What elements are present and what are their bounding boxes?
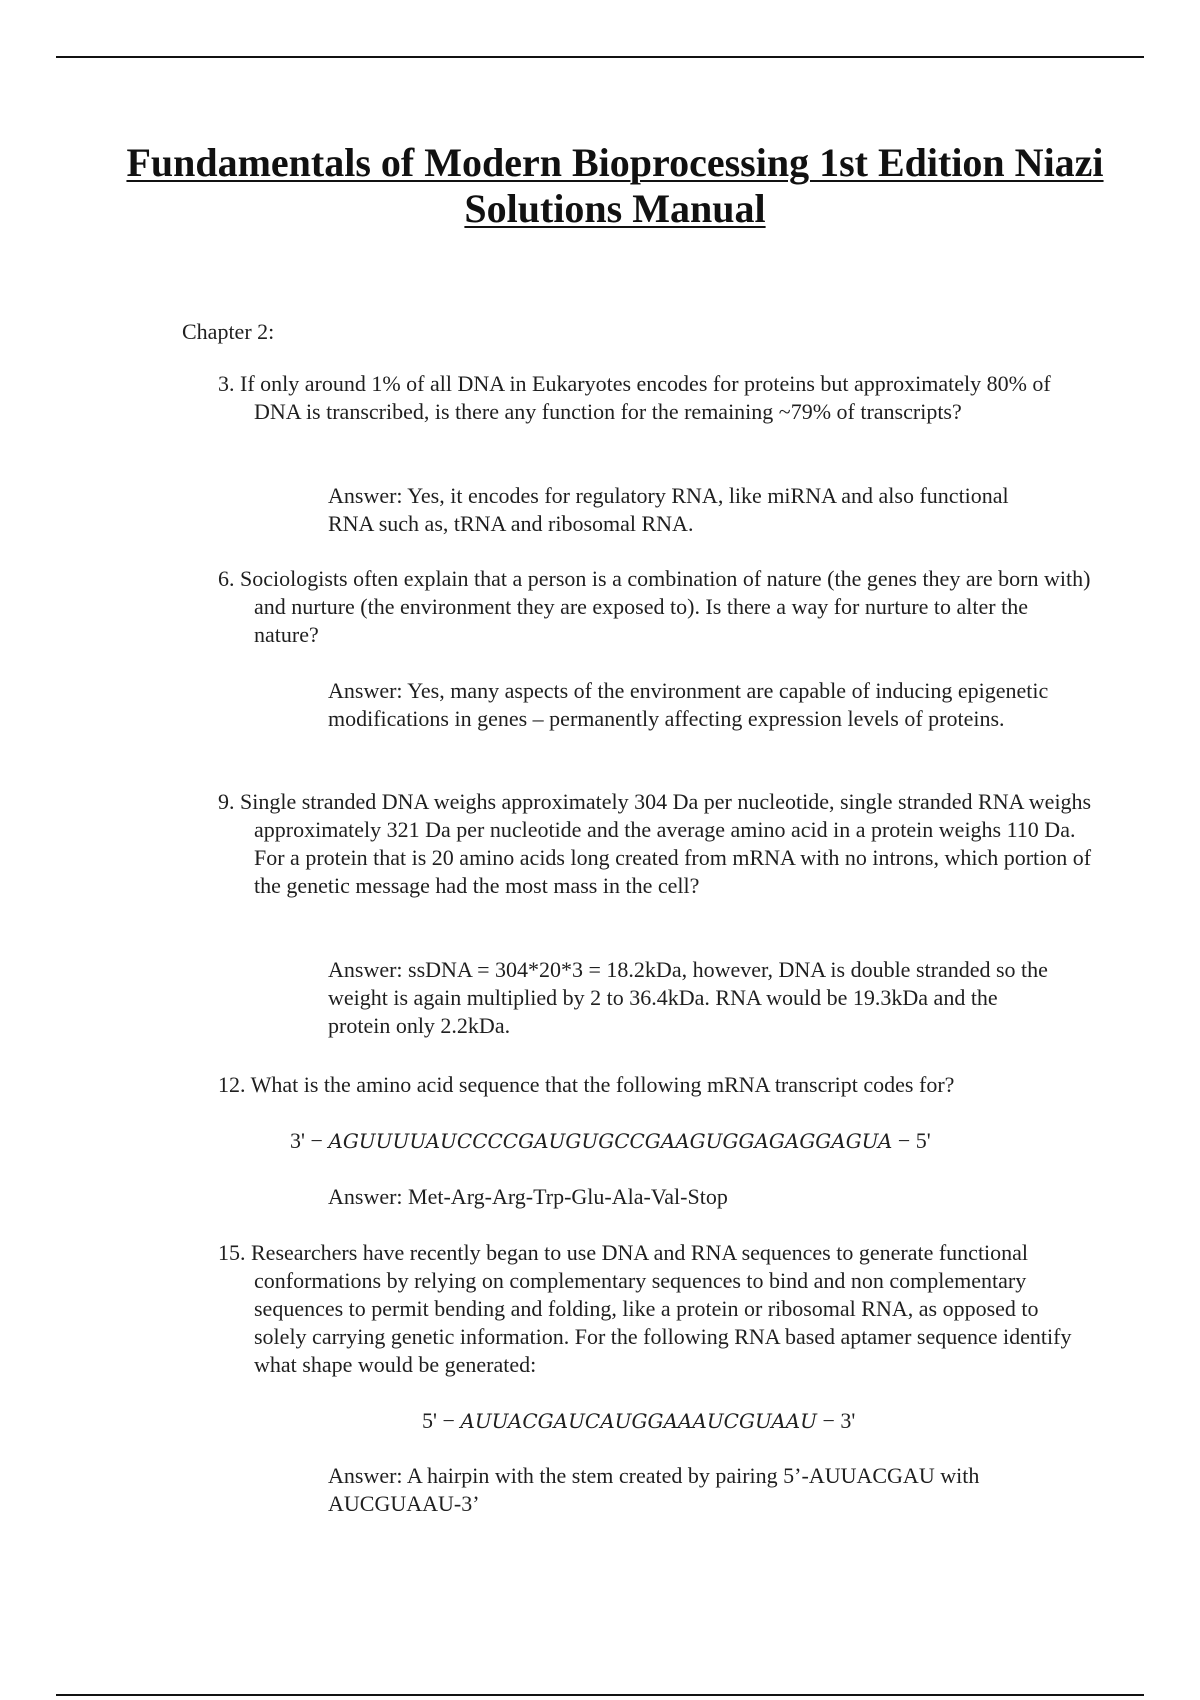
mrna-sequence-equation (290, 1127, 931, 1155)
document-title (70, 140, 1160, 232)
top-rule (56, 56, 1144, 58)
equation-end: − 3' (816, 1408, 856, 1433)
question-15 (218, 1239, 1094, 1379)
question-6 (218, 565, 1094, 649)
equation-start: 3' − (290, 1128, 329, 1153)
answer-15: Answer: A hairpin with the stem created by pairing 5’-AUUACGAU with AUCGUAAU-3’ (328, 1463, 980, 1516)
question-text: Sociologists often explain that a person is a combination of nature (the genes they are born with) and nurture (the environment they are exposed to). Is there a way for nurture to alter the nature? (240, 566, 1091, 647)
answer-6: Answer: Yes, many aspects of the environment are capable of inducing epigenetic modifications in genes – permanently affecting expression levels of proteins. (328, 678, 1049, 731)
question-number: 6. (218, 566, 235, 591)
answer-9: Answer: ssDNA = 304*20*3 = 18.2kDa, however, DNA is double stranded so the weight is again multiplied by 2 to 36.4kDa. RNA would be 19.3kDa and the protein only 2.2kDa. (328, 957, 1048, 1038)
question-text: If only around 1% of all DNA in Eukaryotes encodes for proteins but approximately 80% of DNA is transcribed, is there any function for the remaining ~79% of transcripts? (240, 371, 1051, 424)
question-number: 3. (218, 371, 235, 396)
bottom-rule (56, 1694, 1144, 1696)
question-number: 9. (218, 789, 235, 814)
question-9 (218, 788, 1094, 900)
mrna-sequence: AGUUUUAUCCCCGAUGUGCCGAAGUGGAGAGGAGUA (328, 1129, 893, 1153)
question-number: 15. (218, 1240, 246, 1265)
question-text: What is the amino acid sequence that the following mRNA transcript codes for? (250, 1072, 955, 1097)
question-12 (218, 1071, 1094, 1099)
question-3 (218, 370, 1094, 426)
question-text: Researchers have recently began to use DNA and RNA sequences to generate functional conformations by relying on complementary sequences to bind and non complementary sequences to permit bending and folding, like a protein or ribosomal RNA, as opposed to solely carrying genetic information. For the following RNA based aptamer sequence identify what shape would be generated: (251, 1240, 1072, 1377)
title-line-2: Solutions Manual (464, 186, 766, 231)
title-line-1: Fundamentals of Modern Bioprocessing 1st Edition Niazi (126, 140, 1104, 185)
equation-end: − 5' (892, 1128, 931, 1153)
aptamer-sequence: AUUACGAUCAUGGAAAUCGUAAU (460, 1409, 817, 1433)
question-number: 12. (218, 1072, 246, 1097)
equation-start: 5' − (422, 1408, 461, 1433)
question-text: Single stranded DNA weighs approximately 304 Da per nucleotide, single stranded RNA weighs approximately 321 Da per nucleotide and the average amino acid in a protein weighs 110 Da. For a protein that is 20 amino acids long created from mRNA with no introns, which portion of the genetic message had the most mass in the cell? (240, 789, 1092, 898)
aptamer-sequence-equation (422, 1407, 855, 1435)
answer-12: Answer: Met-Arg-Arg-Trp-Glu-Ala-Val-Stop (328, 1184, 728, 1209)
chapter-heading: Chapter 2: (182, 319, 275, 344)
answer-3: Answer: Yes, it encodes for regulatory RNA, like miRNA and also functional RNA such as, tRNA and ribosomal RNA. (328, 483, 1009, 536)
